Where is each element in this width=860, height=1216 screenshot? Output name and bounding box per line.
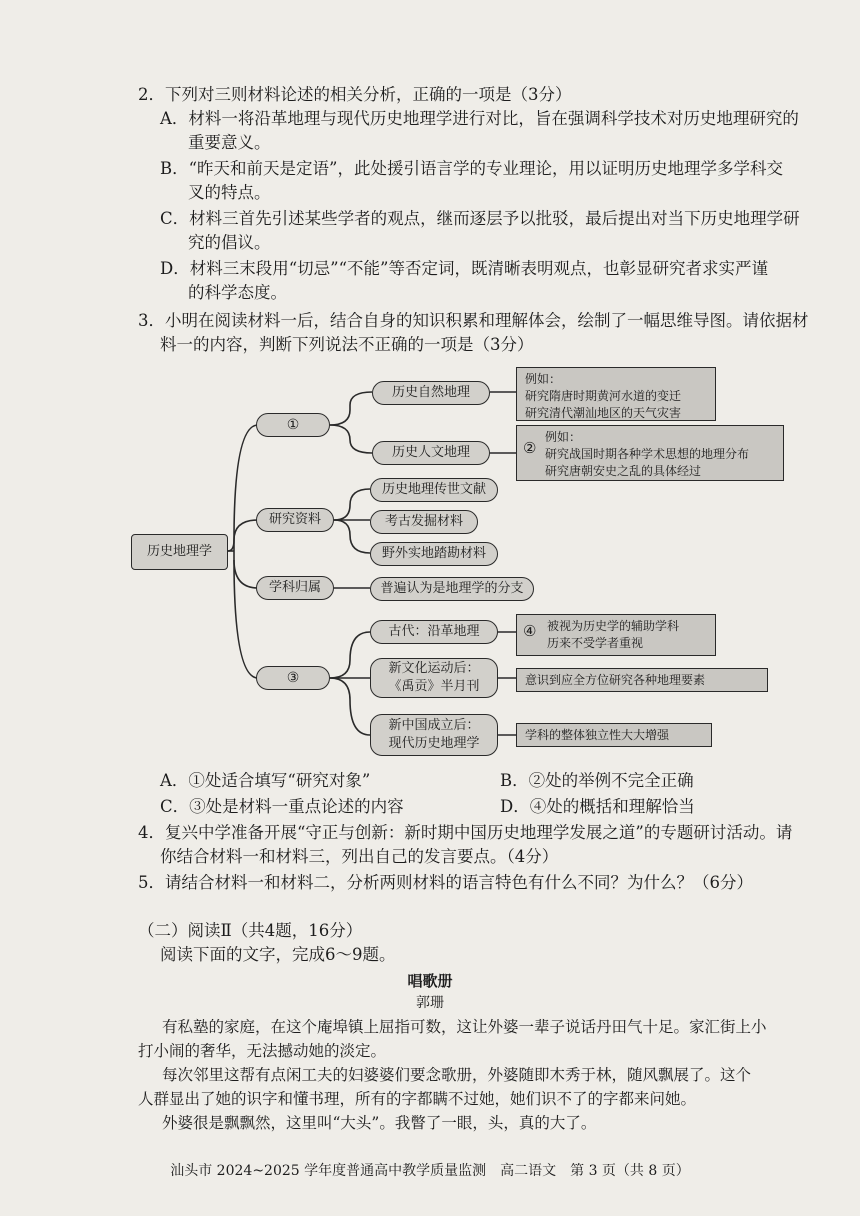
q3-stem-line2: 料一的内容，判断下列说法不正确的一项是（3分）: [160, 335, 534, 354]
article-p1-line1: 有私塾的家庭，在这个庵埠镇上屈指可数，这让外婆一辈子说话丹田气十足。家汇街上小: [162, 1018, 767, 1036]
article-p2-line1: 每次邻里这帮有点闲工夫的妇婆婆们要念歌册，外婆随即木秀于林，随风飘展了。这个: [162, 1066, 752, 1084]
natural-example-label: 例如：: [525, 372, 562, 386]
mindmap-handed-down-texts: 历史地理传世文献: [370, 478, 498, 502]
article-title: 唱歌册: [407, 972, 453, 990]
mindmap-human-geography: 历史人文地理: [372, 441, 490, 465]
mindmap-new-culture: [370, 658, 498, 698]
mindmap-geography-branch: 普遍认为是地理学的分支: [370, 577, 534, 601]
mindmap-new-china-note: 学科的整体独立性大大增强: [516, 723, 712, 747]
page-footer: 汕头市 2024~2025 学年度普通高中教学质量监测 高二语文 第 3 页（共 8 页）: [170, 1163, 690, 1179]
new-china-line1: 新中国成立后：: [388, 718, 480, 733]
q2-option-c-line2: 究的倡议。: [188, 233, 271, 252]
q3-option-c: C．③处是材料一重点论述的内容: [160, 797, 404, 816]
q2-stem: 2．下列对三则材料论述的相关分析，正确的一项是（3分）: [138, 85, 572, 104]
mindmap-branch-3: ③: [256, 666, 330, 690]
article-p1-line2: 打小闹的奢华，无法撼动她的淡定。: [138, 1042, 387, 1060]
q2-option-d-line1: D．材料三末段用“切忌”“不能”等否定词，既清晰表明观点，也彰显研究者求实严谨: [160, 259, 768, 278]
article-p3: 外婆很是飘飘然，这里叫“大头”。我瞥了一眼，头，真的大了。: [162, 1114, 597, 1132]
new-culture-line1: 新文化运动后：: [388, 661, 480, 676]
ancient-note-1: 被视为历史学的辅助学科: [547, 619, 680, 633]
mindmap-human-examples: [516, 425, 784, 481]
mindmap-natural-examples: [516, 367, 716, 421]
ancient-note-2: 历来不受学者重视: [547, 636, 644, 650]
q2-option-b-line1: B．“昨天和前天是定语”，此处援引语言学的专业理论，用以证明历史地理学多学科交: [160, 159, 783, 178]
mindmap-new-culture-note: 意识到应全方位研究各种地理要素: [516, 668, 768, 692]
mindmap-root: 历史地理学: [131, 534, 228, 570]
q2-option-a-line1: A．材料一将沿革地理与现代历史地理学进行对比，旨在强调科学技术对历史地理研究的: [160, 109, 799, 128]
mindmap-natural-geography: 历史自然地理: [372, 381, 490, 405]
natural-example-2: 研究清代潮汕地区的天气灾害: [525, 406, 682, 420]
mindmap-ancient-note: [516, 614, 716, 656]
q3-option-a: A．①处适合填写“研究对象”: [160, 771, 371, 790]
mindmap-ancient: 古代：沿革地理: [370, 620, 498, 644]
human-example-2: 研究唐朝安史之乱的具体经过: [545, 464, 702, 478]
mindmap-archaeology: 考古发掘材料: [370, 510, 478, 534]
q3-option-b: B．②处的举例不完全正确: [500, 771, 694, 790]
new-culture-line2: 《禹贡》半月刊: [388, 679, 480, 694]
q4-line1: 4．复兴中学准备开展“守正与创新：新时期中国历史地理学发展之道”的专题研讨活动。请: [138, 823, 793, 842]
mindmap-branch-1: ①: [256, 413, 330, 437]
q2-option-d-line2: 的科学态度。: [188, 283, 287, 302]
mark-2: ②: [523, 439, 537, 457]
mark-4: ④: [523, 622, 537, 640]
mindmap-research-materials: 研究资料: [256, 508, 334, 532]
mindmap-new-china: [370, 714, 498, 756]
natural-example-1: 研究隋唐时期黄河水道的变迁: [525, 389, 682, 403]
q2-option-b-line2: 叉的特点。: [188, 183, 271, 202]
q2-option-a-line2: 重要意义。: [188, 133, 271, 152]
reading2-instruction: 阅读下面的文字，完成6～9题。: [160, 945, 396, 964]
article-p2-line2: 人群显出了她的识字和懂书理，所有的字都瞒不过她，她们识不了的字都来问她。: [138, 1090, 697, 1108]
mindmap-field-survey: 野外实地踏勘材料: [370, 542, 498, 566]
q3-stem-line1: 3．小明在阅读材料一后，结合自身的知识积累和理解体会，绘制了一幅思维导图。请依据材: [138, 311, 809, 330]
q3-option-d: D．④处的概括和理解恰当: [500, 797, 695, 816]
reading2-header: （二）阅读Ⅱ（共4题，16分）: [138, 921, 363, 940]
new-china-line2: 现代历史地理学: [388, 736, 480, 751]
human-example-1: 研究战国时期各种学术思想的地理分布: [545, 447, 750, 461]
q4-line2: 你结合材料一和材料三，列出自己的发言要点。（4分）: [160, 847, 559, 866]
mindmap-discipline: 学科归属: [256, 576, 334, 600]
q5-line1: 5．请结合材料一和材料二，分析两则材料的语言特色有什么不同？为什么？（6分）: [138, 873, 753, 892]
article-author: 郭珊: [416, 995, 444, 1011]
q2-option-c-line1: C．材料三首先引述某些学者的观点，继而逐层予以批驳，最后提出对当下历史地理学研: [160, 209, 800, 228]
human-example-label: 例如：: [545, 430, 582, 444]
